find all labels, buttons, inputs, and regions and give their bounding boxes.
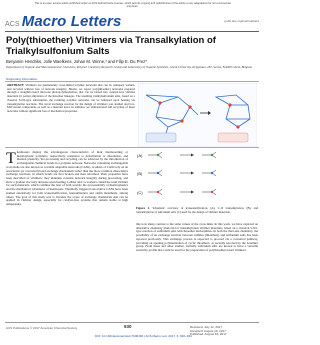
drop-cap: T (6, 149, 16, 167)
open-access-note: This is an open access article published under an ACS AuthorChoice License, which permits copying and redistribution of the article or any adaptations for non-commercial purposes. (34, 2, 231, 9)
abstract-text (7, 84, 135, 114)
abstract-body: Vitrimers are permanently cross-linked polymer networks that can be reshaped, welded, and recycled without loss of network integrity. Herein, we report poly(thioether) networks prepared through a straightforward thiol-ene photopolymerization, that can be turned into catalyst-free vitrimer materials by partial alkylation of the thioether linkages. The resulting trialkylsulfonium salts, based on a classical S-N2-type substitution, the resulting polymer networks can be reshaped upon heating via transalkylation reactions. The novel exchange reaction for the design of vitrimers was studied and low-MW model compounds, as well as a material level. In addition, we demonstrated full recycling of these networks without significant loss of mechanical properties. (7, 83, 135, 113)
journal-acs-label: ACS (5, 21, 20, 28)
journal-url[interactable]: pubs.acs.org/macroletters (224, 19, 259, 23)
scheme-figure (136, 150, 258, 206)
abstract-label: ABSTRACT: (7, 83, 25, 87)
footer-copyright: ACS Publications © 2017 American Chemical Society (6, 326, 78, 330)
body-right-text: this is in sharp contrast to the same values of the cross-links. In this work, we have explored an alternative chemistry platform for transalkylation vitrimer materials, based on a classical S-N2-type reaction of sulfonium salts with thioether nucleophiles. In both the thiol-ene chemistry, the possibility of an exchange reaction between sulfides (thioethers) and sulfonium salts has been reported previously. This exchange process is expected to proceed via a concerted pathway, providing an opening polymerization of cyclic thioethers, as recently reported by the Gouthier group. From these and other studies, formally sulfonium salts are known to have a versatile reactivity profile that could be used for the preparation of polythioether-based vitrimers. (136, 222, 258, 253)
affiliation: Department of Organic and Macromolecular Chemistry, Polymer Chemistry Research Group and Laboratory of Organic Synthesis, Ghent University, Krijgslaan, 281, S4-bis, B-9000 Ghent, Belgium (6, 65, 252, 69)
journal-logo (5, 13, 121, 30)
abstract-graphic (138, 83, 257, 147)
page-number: 930 (124, 324, 132, 329)
scheme-caption-label: Figure 1. (136, 206, 151, 210)
scheme-label-b: (B) (137, 171, 143, 176)
title-divider (5, 31, 259, 32)
scheme-label-c: (C) (137, 190, 143, 195)
body-left-text: hermosets display the advantageous characteristics of their thermosetting or thermoplastic polymers, respectively, resistance to deformation or dissolution, and thermal plasticity. Yet processing and recycling can be achieved by the introduction of exchangeable chemical bonds in a polymer network. Networks containing exchangeable cross-links are also known as covalent adaptable networks (CANs). A subset of CANs rely on an associative (or concerted) bond exchange mechanism rather than the more common dissociative exchange reactions, in which bonds are first broken and then reformed. Their properties have been described as vitrimers: they maintain constant network integrity during processing, and show a gradual viscosity decrease upon heating. Leibler and co-workers coined the term vitrimer for such materials, which combine the best of both worlds: the processability of thermoplastics and the mechanical robustness of thermosets. Thermally triggered associative CANs have been studied extensively for both transesterification, transamination and olefin metathesis, among others. The goal of this study was to broaden the scope of exchange chemistries that can be applied in vitrimer design, especially for catalyst-free systems that remain stable at high temperature. (6, 150, 128, 207)
body-column-right (136, 223, 258, 253)
scheme-label-a: (A) (137, 153, 143, 158)
body-column-left (6, 151, 128, 207)
doi-link[interactable]: DOI: 10.1021/acsmacrolett.7b00494 | ACS Macro Lett. 2017, 6, 930−934 (95, 334, 192, 338)
publication-dates: Received: July 12, 2017 Accepted: August 10, 2017 Published: August 16, 2017 (190, 325, 227, 337)
supporting-info-link[interactable]: Supporting Information (6, 77, 38, 81)
scheme-caption-text: Schematic overview of transesterification, (A), C–N transalkylation, (B), and transalkylation of sulfonium salts (C) used for the design of vitrimer materials. (136, 206, 258, 214)
footer-divider (5, 322, 259, 323)
journal-name: Macro Letters (21, 13, 122, 30)
scheme-caption (136, 207, 258, 214)
article-title: Poly(thioether) Vitrimers via Transalkylation of Trialkylsulfonium Salts (6, 35, 216, 57)
author-list: Benjamin Hendriks, Jolle Waelkens, Johan M. Winne,* and Filip E. Du Prez* (6, 59, 147, 64)
abstract-section (5, 81, 259, 148)
